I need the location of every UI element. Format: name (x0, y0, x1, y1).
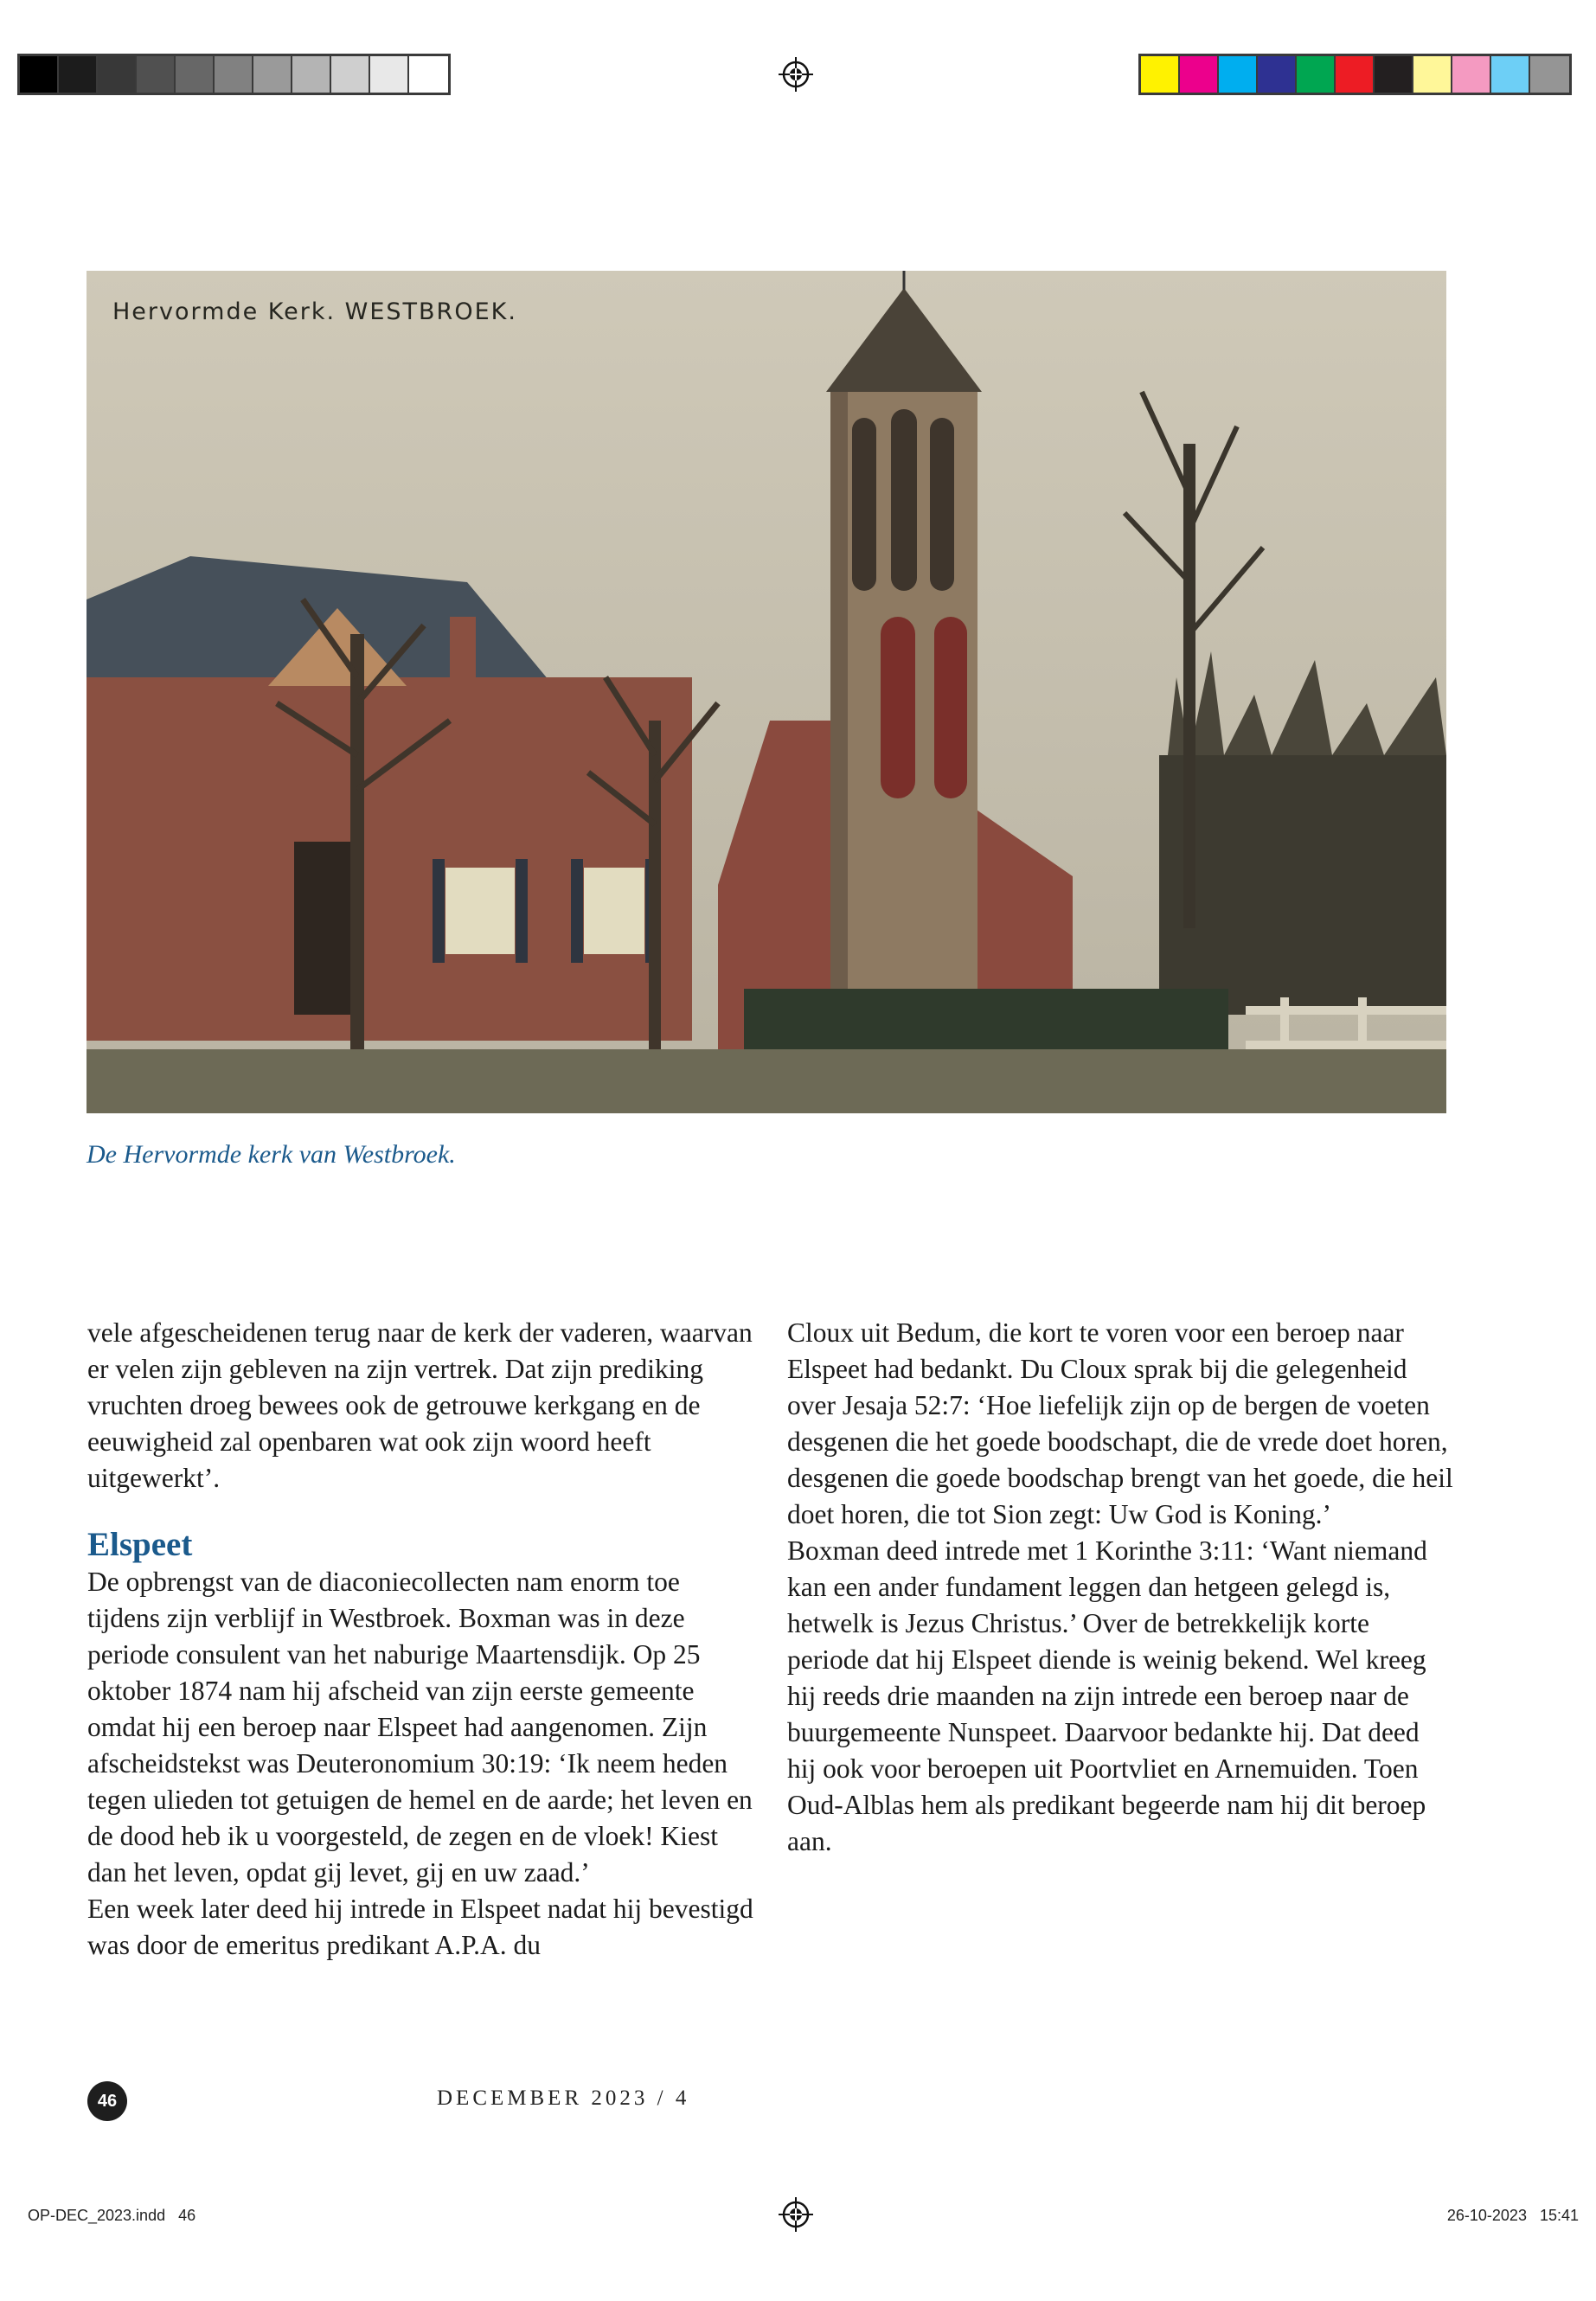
article-left-column (87, 1315, 753, 1964)
photo-caption: De Hervormde kerk van Westbroek. (87, 1140, 456, 1169)
color-swatch (1258, 56, 1297, 93)
gray-swatch (215, 56, 253, 93)
gray-swatch (98, 56, 137, 93)
color-swatch (1141, 56, 1180, 93)
paragraph: vele afgescheidenen terug naar de kerk der vaderen, waarvan er velen zijn gebleven na zijn vertrek. Dat zijn prediking vruchten droeg bewees ook de getrouwe kerkgang en de eeuwigheid zal openbaren wat ook zijn woord heeft uitgewerkt’. (87, 1317, 753, 1493)
registration-mark-icon (779, 57, 813, 92)
color-swatch (1452, 56, 1491, 93)
color-swatch (1375, 56, 1413, 93)
church-photo (87, 271, 1446, 1113)
paragraph: Cloux uit Bedum, die kort te voren voor een beroep naar Elspeet had bedankt. Du Cloux sprak bij die gelegenheid over Jesaja 52:7: ‘Hoe liefelijk zijn op de bergen de voeten desgenen die het goede boodschapt, die de vrede doet horen, desgenen die goede boodschap brengt van het goede, die heil doet horen, die tot Sion zegt: Uw God is Koning.’ (787, 1317, 1453, 1529)
color-swatch (1297, 56, 1336, 93)
gray-swatch (409, 56, 448, 93)
gray-swatch (331, 56, 370, 93)
gray-swatch (137, 56, 176, 93)
gray-calibration-bar (17, 54, 451, 95)
color-swatch (1336, 56, 1375, 93)
paragraph: Een week later deed hij intrede in Elspeet nadat hij bevestigd was door de emeritus predikant A.P.A. du (87, 1894, 753, 1960)
color-calibration-bar (1138, 54, 1572, 95)
issue-label: DECEMBER 2023 / 4 (437, 2086, 690, 2110)
gray-swatch (59, 56, 98, 93)
article-right-column (787, 1315, 1453, 1860)
color-swatch (1180, 56, 1219, 93)
gray-swatch (292, 56, 331, 93)
section-heading: Elspeet (87, 1526, 193, 1563)
page-number: 46 (87, 2081, 127, 2121)
photo-title: Hervormde Kerk. WESTBROEK. (112, 298, 517, 325)
color-swatch (1219, 56, 1258, 93)
paragraph: Boxman deed intrede met 1 Korinthe 3:11: ‘Want niemand kan een ander fundament leggen dan hetgeen gelegd is, hetwelk is Jezus Christus.’ Over de betrekkelijk korte periode dat hij Elspeet diende is weinig bekend. Wel kreeg hij reeds drie maanden na zijn intrede een beroep naar de buurgemeente Nunspeet. Daarvoor bedankte hij. Dat deed hij ook voor beroepen uit Poortvliet en Arnemuiden. Toen Oud-Alblas hem als predikant begeerde nam hij dit beroep aan. (787, 1535, 1427, 1856)
gray-swatch (20, 56, 59, 93)
print-slug-date: 26-10-2023 15:41 (1446, 2207, 1579, 2224)
gray-swatch (253, 56, 292, 93)
color-swatch (1530, 56, 1569, 93)
paragraph: De opbrengst van de diaconiecollecten nam enorm toe tijdens zijn verblijf in Westbroek. Boxman was in deze periode consulent van het naburige Maartensdijk. Op 25 oktober 1874 nam hij afscheid van zijn eerste gemeente omdat hij een beroep naar Elspeet had aangenomen. Zijn afscheidstekst was Deuteronomium 30:19: ‘Ik neem heden tegen ulieden tot getuigen de hemel en de aarde; het leven en de dood heb ik u voorgesteld, de zegen en de vloek! Kiest dan het leven, opdat gij levet, gij en uw zaad.’ (87, 1567, 753, 1888)
gray-swatch (370, 56, 409, 93)
registration-mark-icon (779, 2197, 813, 2232)
color-swatch (1413, 56, 1452, 93)
color-swatch (1491, 56, 1530, 93)
print-slug-file: OP-DEC_2023.indd 46 (28, 2207, 196, 2224)
gray-swatch (176, 56, 215, 93)
